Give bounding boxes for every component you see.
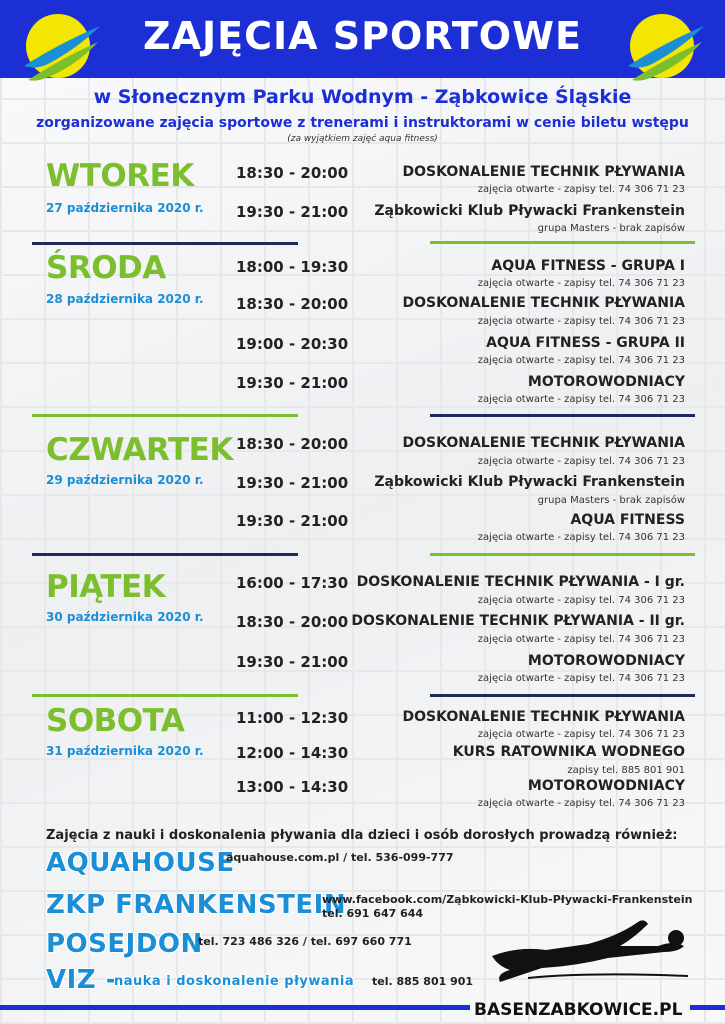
session-activity: Ząbkowicki Klub Pływacki Frankenstein [374, 203, 685, 219]
page-title: ZAJĘCIA SPORTOWE [143, 14, 582, 58]
session-activity: AQUA FITNESS - GRUPA I [491, 258, 685, 274]
session-time: 12:00 - 14:30 [236, 744, 349, 762]
session-activity: MOTOROWODNIACY [527, 653, 685, 669]
session-activity: DOSKONALENIE TECHNIK PŁYWANIA [402, 435, 685, 451]
session-activity: DOSKONALENIE TECHNIK PŁYWANIA - II gr. [351, 613, 685, 629]
divider [430, 694, 695, 697]
session-time: 19:30 - 21:00 [236, 653, 349, 671]
divider [430, 241, 695, 244]
sun-wave-logo-icon [622, 8, 706, 92]
session-activity: KURS RATOWNIKA WODNEGO [452, 744, 685, 760]
exception-note: (za wyjątkiem zajęć aqua fitness) [287, 134, 438, 144]
divider [32, 242, 298, 245]
session-time: 18:30 - 20:00 [236, 164, 349, 182]
org-contact: www.facebook.com/Ząbkowicki-Klub-Pływacki-Frankenstein [322, 893, 693, 906]
session-note: zajęcia otwarte - zapisy tel. 74 306 71 23 [477, 355, 685, 366]
session-note: zajęcia otwarte - zapisy tel. 74 306 71 23 [477, 532, 685, 543]
session-note: grupa Masters - brak zapisów [537, 495, 685, 506]
description: zorganizowane zajęcia sportowe z trenerami i instruktorami w cenie biletu wstępu [36, 115, 689, 131]
session-note: zajęcia otwarte - zapisy tel. 74 306 71 23 [477, 595, 685, 606]
divider [32, 553, 298, 556]
day-date: 31 października 2020 r. [46, 744, 204, 758]
org-aquahouse: AQUAHOUSE [46, 848, 235, 878]
session-note: zajęcia otwarte - zapisy tel. 74 306 71 23 [477, 634, 685, 645]
sun-wave-logo-icon [18, 8, 102, 92]
day-name: WTOREK [46, 158, 194, 194]
footer-rule [690, 1005, 725, 1010]
session-note: zajęcia otwarte - zapisy tel. 74 306 71 23 [477, 456, 685, 467]
session-time: 18:30 - 20:00 [236, 435, 349, 453]
session-time: 19:00 - 20:30 [236, 335, 349, 353]
org-posejdon: POSEJDON [46, 929, 203, 959]
header-banner [0, 0, 725, 78]
session-time: 19:30 - 21:00 [236, 374, 349, 392]
session-activity: DOSKONALENIE TECHNIK PŁYWANIA [402, 295, 685, 311]
day-date: 29 października 2020 r. [46, 473, 204, 487]
org-contact: tel. 723 486 326 / tel. 697 660 771 [198, 935, 412, 948]
session-activity: DOSKONALENIE TECHNIK PŁYWANIA - I gr. [356, 574, 685, 590]
session-time: 18:30 - 20:00 [236, 613, 349, 631]
divider [32, 414, 298, 417]
swimmer-icon [488, 916, 698, 986]
session-note: zajęcia otwarte - zapisy tel. 74 306 71 23 [477, 798, 685, 809]
session-time: 16:00 - 17:30 [236, 574, 349, 592]
day-name: PIĄTEK [46, 569, 166, 605]
divider [430, 553, 695, 556]
session-activity: DOSKONALENIE TECHNIK PŁYWANIA [402, 164, 685, 180]
day-date: 30 października 2020 r. [46, 610, 204, 624]
day-name: SOBOTA [46, 703, 185, 739]
session-time: 19:30 - 21:00 [236, 203, 349, 221]
subtitle: w Słonecznym Parku Wodnym - Ząbkowice Śląskie [93, 86, 632, 108]
session-time: 13:00 - 14:30 [236, 778, 349, 796]
day-name: CZWARTEK [46, 432, 233, 468]
org-contact: tel. 885 801 901 [372, 975, 474, 988]
session-note: zajęcia otwarte - zapisy tel. 74 306 71 23 [477, 278, 685, 289]
footer-rule [0, 1005, 470, 1010]
footer-intro: Zajęcia z nauki i doskonalenia pływania dla dzieci i osób dorosłych prowadzą również: [46, 828, 678, 843]
divider [430, 414, 695, 417]
org-contact: aquahouse.com.pl / tel. 536-099-777 [226, 851, 454, 864]
session-note: zapisy tel. 885 801 901 [567, 765, 685, 776]
session-activity: AQUA FITNESS - GRUPA II [486, 335, 685, 351]
session-note: zajęcia otwarte - zapisy tel. 74 306 71 23 [477, 673, 685, 684]
org-zkp-frankenstein: ZKP FRANKENSTEIN [46, 890, 347, 920]
session-note: zajęcia otwarte - zapisy tel. 74 306 71 23 [477, 316, 685, 327]
org-tagline: nauka i doskonalenie pływania [114, 974, 355, 989]
session-activity: Ząbkowicki Klub Pływacki Frankenstein [374, 474, 685, 490]
day-name: ŚRODA [46, 250, 166, 286]
session-activity: MOTOROWODNIACY [527, 374, 685, 390]
session-time: 19:30 - 21:00 [236, 512, 349, 530]
session-note: zajęcia otwarte - zapisy tel. 74 306 71 23 [477, 729, 685, 740]
session-time: 18:30 - 20:00 [236, 295, 349, 313]
session-note: zajęcia otwarte - zapisy tel. 74 306 71 23 [477, 184, 685, 195]
divider [32, 694, 298, 697]
session-time: 19:30 - 21:00 [236, 474, 349, 492]
session-activity: MOTOROWODNIACY [527, 778, 685, 794]
session-time: 18:00 - 19:30 [236, 258, 349, 276]
session-activity: DOSKONALENIE TECHNIK PŁYWANIA [402, 709, 685, 725]
day-date: 27 października 2020 r. [46, 201, 204, 215]
org-viz: VIZ - [46, 965, 117, 995]
website-link[interactable]: BASENZABKOWICE.PL [474, 1000, 683, 1020]
session-activity: AQUA FITNESS [570, 512, 685, 528]
session-note: grupa Masters - brak zapisów [537, 223, 685, 234]
day-date: 28 października 2020 r. [46, 292, 204, 306]
session-time: 11:00 - 12:30 [236, 709, 349, 727]
session-note: zajęcia otwarte - zapisy tel. 74 306 71 23 [477, 394, 685, 405]
org-contact: tel. 691 647 644 [322, 907, 424, 920]
